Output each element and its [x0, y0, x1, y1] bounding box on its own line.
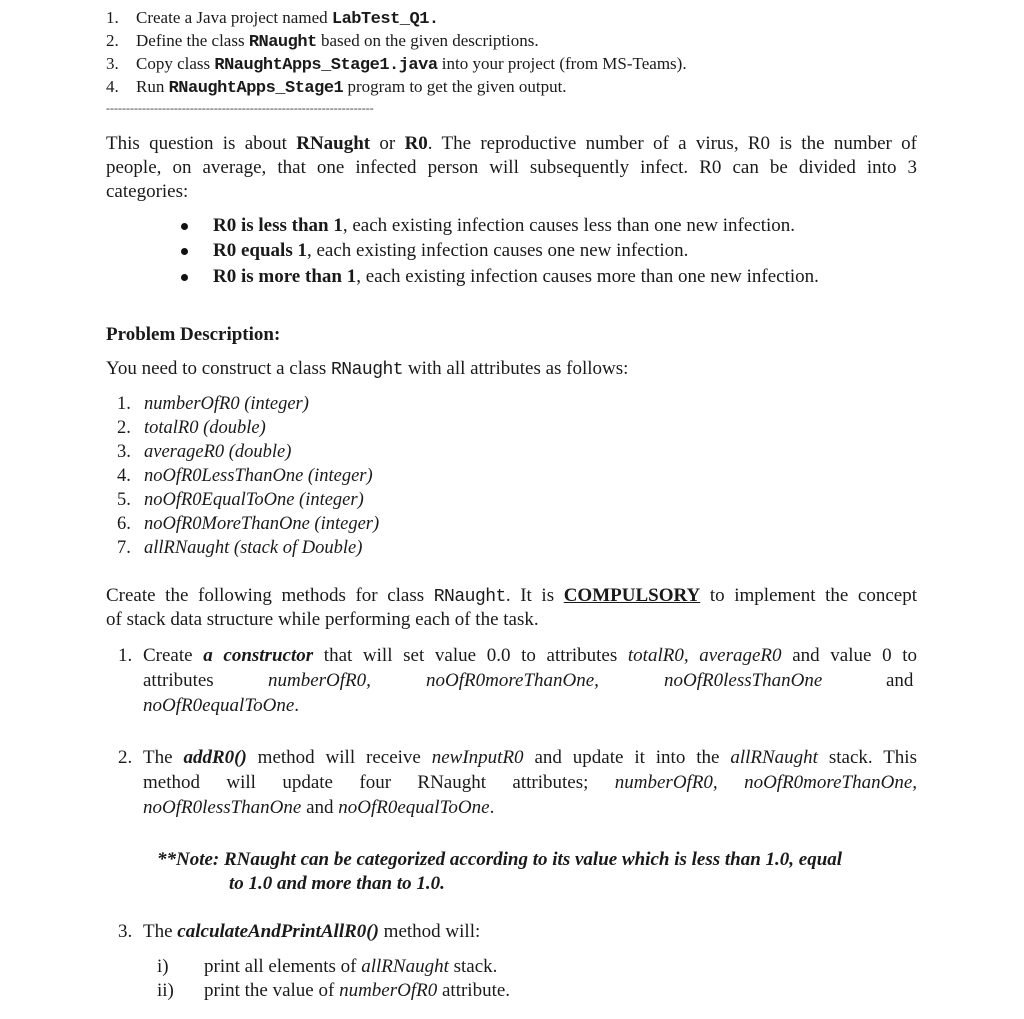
method-number: 3.: [118, 921, 133, 942]
method-1-word: noOfR0lessThanOne: [664, 670, 823, 691]
construct-sentence: You need to construct a class RNaught with all attributes as follows:: [106, 358, 629, 380]
step-4: 4. Run RNaughtApps_Stage1 program to get the given output.: [106, 77, 567, 98]
intro-line-3: categories:: [106, 181, 189, 202]
method-1-word: attributes: [143, 670, 214, 691]
method-2-line-2: method will update four RNaught attributes; numberOfR0, noOfR0moreThanOne,: [143, 772, 917, 793]
bullet-item: R0 is less than 1, each existing infection causes less than one new infection.: [213, 215, 796, 236]
sub-item-number: ii): [157, 980, 174, 1001]
note-line-1: **Note: RNaught can be categorized according to its value which is less than 1.0, equal: [157, 849, 843, 870]
problem-heading: Problem Description:: [106, 324, 281, 345]
step-2: 2. Define the class RNaught based on the given descriptions.: [106, 31, 539, 52]
method-2-line-1: The addR0() method will receive newInputR0 and update it into the allRNaught stack. This: [143, 747, 917, 768]
bullet-dot-icon: [181, 274, 188, 281]
step-1: 1. Create a Java project named LabTest_Q1.: [106, 8, 439, 29]
bullet-item: R0 equals 1, each existing infection causes one new infection.: [213, 240, 689, 261]
method-1-word: numberOfR0,: [268, 670, 371, 691]
method-1-word: noOfR0moreThanOne,: [426, 670, 599, 691]
method-number: 2.: [118, 747, 133, 768]
bullet-dot-icon: [181, 248, 188, 255]
bullet-item: R0 is more than 1, each existing infection causes more than one new infection.: [213, 266, 819, 287]
attribute-item: 6. noOfR0MoreThanOne (integer): [117, 514, 380, 534]
attribute-item: 7. allRNaught (stack of Double): [117, 538, 363, 558]
step-3: 3. Copy class RNaughtApps_Stage1.java into your project (from MS-Teams).: [106, 54, 687, 75]
intro-line-2: people, on average, that one infected person will subsequently infect. R0 can be divided into 3: [106, 157, 917, 178]
note-line-2: to 1.0 and more than to 1.0.: [229, 873, 445, 894]
attribute-item: 1. numberOfR0 (integer): [117, 394, 309, 414]
sub-item-number: i): [157, 956, 169, 977]
bullet-dot-icon: [181, 223, 188, 230]
method-1-word: and: [886, 670, 914, 691]
methods-intro-line-1: Create the following methods for class RNaught. It is COMPULSORY to implement the concept: [106, 585, 917, 607]
attribute-item: 3. averageR0 (double): [117, 442, 292, 462]
method-1-line-1: Create a constructor that will set value 0.0 to attributes totalR0, averageR0 and value 0 to: [143, 645, 918, 666]
sub-item: print all elements of allRNaught stack.: [204, 956, 498, 977]
method-3-line-1: The calculateAndPrintAllR0() method will:: [143, 921, 481, 942]
methods-intro-line-2: of stack data structure while performing each of the task.: [106, 609, 539, 630]
sub-item: print the value of numberOfR0 attribute.: [204, 980, 511, 1001]
method-1-line-3: noOfR0equalToOne.: [143, 695, 300, 716]
method-number: 1.: [118, 645, 133, 666]
dashed-divider: -------------------------------------------------------------------: [106, 101, 374, 115]
attribute-item: 4. noOfR0LessThanOne (integer): [117, 466, 373, 486]
method-2-line-3: noOfR0lessThanOne and noOfR0equalToOne.: [143, 797, 495, 818]
intro-line-1: This question is about RNaught or R0. The reproductive number of a virus, R0 is the number of: [106, 133, 917, 154]
attribute-item: 2. totalR0 (double): [117, 418, 266, 438]
attribute-item: 5. noOfR0EqualToOne (integer): [117, 490, 364, 510]
